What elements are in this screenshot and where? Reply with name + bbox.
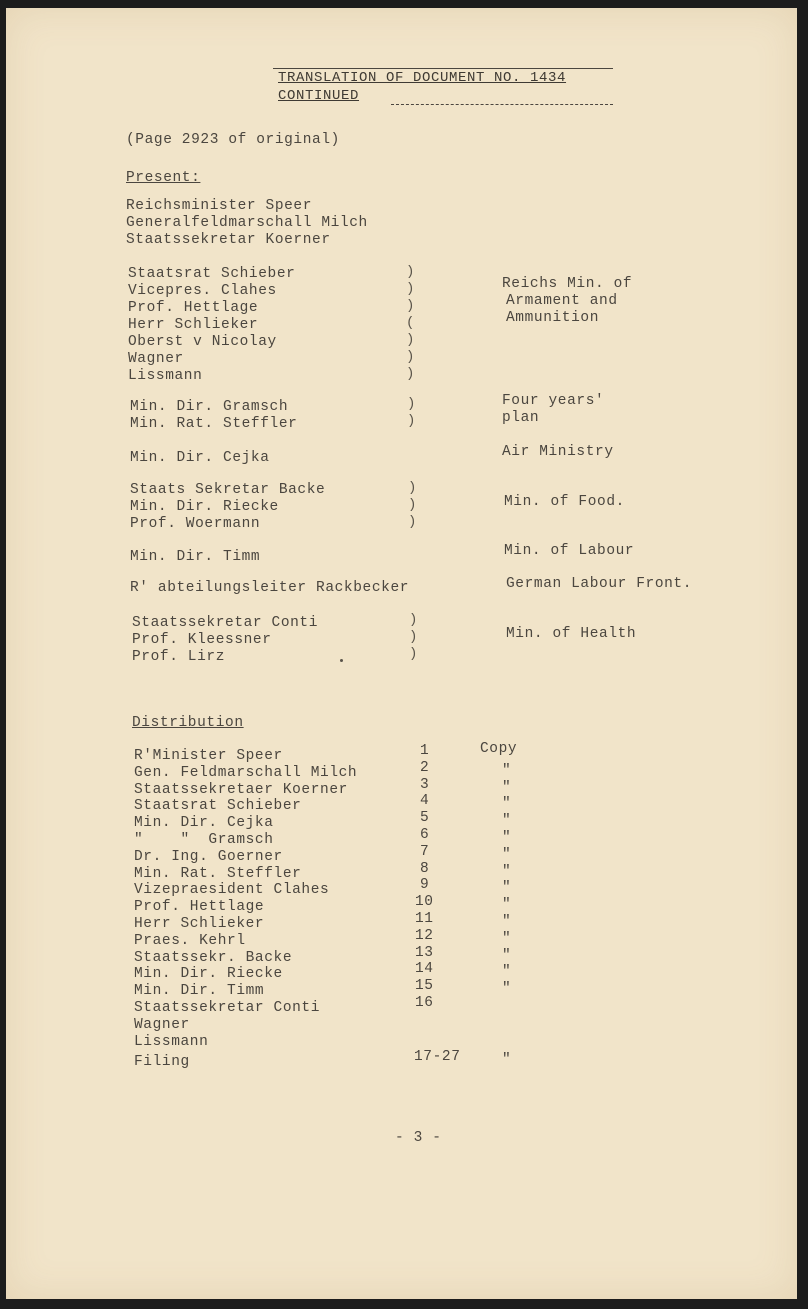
attendee-name: Min. Dir. Timm — [130, 549, 261, 565]
distribution-recipient: Lissmann — [134, 1033, 209, 1050]
distribution-copy-number: 1 — [420, 743, 430, 759]
ditto-mark: " — [502, 813, 512, 830]
distribution-recipient: Gen. Feldmarschall Milch — [134, 764, 358, 781]
group-brace: ) ) — [407, 396, 416, 429]
present-heading: Present: — [126, 170, 201, 186]
attendee-name: Min. Dir. Gramsch — [130, 399, 289, 415]
document-page — [6, 8, 797, 1299]
group-affiliation: Min. of Food. — [504, 494, 625, 510]
distribution-copy-number: 7 — [420, 843, 430, 860]
distribution-recipient: Min. Dir. Timm — [134, 983, 265, 1000]
attendee-name: Lissmann — [128, 368, 203, 384]
ditto-mark: " — [502, 830, 512, 846]
page-reference: (Page 2923 of original) — [126, 132, 340, 148]
attendee-name: Prof. Hettlage — [128, 300, 259, 316]
distribution-copy-number: 6 — [420, 827, 430, 843]
distribution-heading: Distribution — [132, 715, 244, 731]
distribution-copy-number: 16 — [415, 995, 434, 1011]
ink-dot — [340, 659, 343, 662]
distribution-recipient: Vizepraesident Clahes — [134, 882, 330, 899]
distribution-recipient: Min. Rat. Steffler — [134, 865, 302, 882]
distribution-copy-number: 14 — [415, 961, 434, 978]
ditto-mark: " — [502, 1052, 512, 1069]
distribution-copy-number: 9 — [420, 877, 430, 894]
group-affiliation: German Labour Front. — [506, 576, 693, 592]
distribution-recipient: Staatssekretar Conti — [134, 1000, 321, 1016]
distribution-copy-number: 11 — [415, 911, 434, 927]
distribution-copy-number: 12 — [415, 927, 434, 944]
present-name: Reichsminister Speer — [126, 198, 313, 214]
distribution-recipient: Min. Dir. Cejka — [134, 815, 274, 832]
attendee-name: Staatssekretar Conti — [132, 615, 319, 631]
attendee-name: Vicepres. Clahes — [128, 283, 277, 299]
ditto-mark: " — [502, 779, 512, 796]
group-affiliation: Min. of Labour — [504, 543, 635, 559]
ditto-mark: " — [502, 846, 512, 863]
group-brace: ) ) ) ( ) ) ) — [406, 264, 415, 382]
group-brace: ) ) ) — [408, 480, 417, 530]
attendee-name: Prof. Kleessner — [132, 632, 272, 648]
distribution-copy-number: 2 — [420, 759, 430, 776]
attendee-name: Prof. Lirz — [132, 649, 226, 665]
distribution-copy-number: 13 — [415, 944, 434, 961]
attendee-name: Staats Sekretar Backe — [130, 482, 326, 498]
attendee-name: Wagner — [128, 351, 184, 367]
distribution-copy-number: 15 — [415, 978, 434, 995]
ditto-mark: " — [502, 930, 512, 947]
present-name: Staatssekretar Koerner — [126, 232, 331, 248]
distribution-recipient: Filing — [134, 1054, 190, 1071]
distribution-recipient: Staatssekr. Backe — [134, 949, 293, 966]
group-affiliation: Armament and — [506, 293, 618, 309]
distribution-copy-number: 4 — [420, 793, 430, 810]
attendee-name: Min. Rat. Steffler — [130, 416, 298, 432]
distribution-recipient: Wagner — [134, 1016, 190, 1033]
distribution-recipient: Prof. Hettlage — [134, 899, 265, 916]
group-brace: ) ) ) — [409, 612, 418, 662]
ditto-mark: " — [502, 981, 512, 998]
distribution-copy-number: 8 — [420, 860, 430, 877]
ditto-mark: " — [502, 914, 512, 930]
group-affiliation: plan — [502, 410, 540, 426]
distribution-recipient: Dr. Ing. Goerner — [134, 848, 283, 865]
header-rule — [273, 68, 613, 69]
attendee-name: Staatsrat Schieber — [128, 266, 296, 282]
distribution-recipient: Staatssekretaer Koerner — [134, 781, 348, 798]
distribution-recipient: Praes. Kehrl — [134, 932, 246, 949]
ditto-mark: " — [502, 863, 512, 880]
ditto-mark: " — [502, 796, 512, 813]
distribution-copy-number: 5 — [420, 810, 430, 827]
attendee-name: Min. Dir. Cejka — [130, 450, 270, 466]
distribution-recipient: " " Gramsch — [134, 832, 274, 848]
header-title: TRANSLATION OF DOCUMENT NO. 1434 — [278, 70, 567, 86]
distribution-copy-number: 10 — [415, 894, 434, 911]
attendee-name: Herr Schlieker — [128, 317, 259, 333]
header-continued: CONTINUED — [278, 88, 360, 104]
ditto-mark: " — [502, 880, 512, 897]
ditto-mark: " — [502, 947, 512, 964]
group-affiliation: Reichs Min. of — [502, 276, 633, 292]
group-affiliation: Four years' — [502, 393, 605, 409]
attendee-name: Prof. Woermann — [130, 516, 261, 532]
copy-label: Copy — [480, 741, 518, 757]
attendee-name: Min. Dir. Riecke — [130, 499, 279, 515]
ditto-mark: " — [502, 897, 512, 914]
distribution-recipient: Min. Dir. Riecke — [134, 966, 283, 983]
page-number: - 3 - — [395, 1130, 442, 1146]
group-affiliation: Min. of Health — [506, 626, 637, 642]
distribution-recipient: Herr Schlieker — [134, 916, 265, 932]
attendee-name: Oberst v Nicolay — [128, 334, 277, 350]
present-name: Generalfeldmarschall Milch — [126, 215, 368, 231]
attendee-name: R' abteilungsleiter Rackbecker — [130, 580, 410, 596]
distribution-copy-number: 3 — [420, 776, 430, 793]
distribution-recipient: Staatsrat Schieber — [134, 798, 302, 815]
ditto-mark: " — [502, 762, 512, 779]
distribution-copy-number: 17-27 — [414, 1049, 461, 1066]
group-affiliation: Air Ministry — [502, 444, 614, 460]
header-dashed-rule — [391, 104, 613, 105]
ditto-mark: " — [502, 964, 512, 981]
group-affiliation: Ammunition — [506, 310, 600, 326]
distribution-recipient: R'Minister Speer — [134, 748, 283, 764]
